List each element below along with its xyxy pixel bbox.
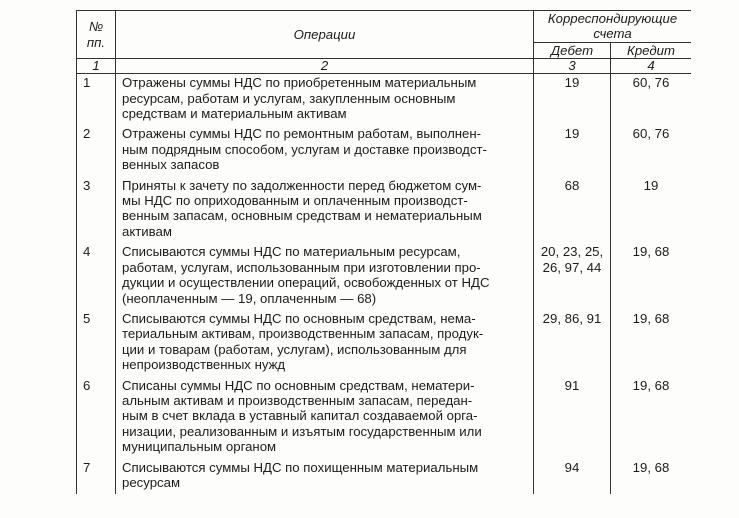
column-number: 1 xyxy=(77,59,116,74)
desc-line: низации, реализованным и изъятым государственным или xyxy=(122,423,482,439)
row-num: 1 xyxy=(77,74,116,126)
header-credit: Кредит xyxy=(611,42,692,58)
credit-cell: 19, 68 xyxy=(611,459,692,495)
debit-cell: 19 xyxy=(534,125,611,176)
desc-line: Отражены суммы НДС по приобретенным материальным xyxy=(122,75,477,91)
debit-cell: 91 xyxy=(534,377,611,459)
row-num: 3 xyxy=(77,177,116,244)
document-page xyxy=(76,10,691,518)
credit-cell: 19, 68 xyxy=(611,310,692,377)
table-row xyxy=(77,459,692,495)
debit-cell: 68 xyxy=(534,177,611,244)
operation-desc xyxy=(116,310,534,377)
table-row xyxy=(77,125,692,176)
table-row xyxy=(77,377,692,459)
desc-line: дукции и осуществлении операций, освобожденных от НДС xyxy=(122,275,490,291)
credit-cell: 19, 68 xyxy=(611,377,692,459)
debit-cell xyxy=(534,243,611,310)
desc-line: Приняты к зачету по задолженности перед бюджетом сум- xyxy=(122,177,482,193)
desc-line: ным подрядным способом, услугам и доставке производст- xyxy=(122,141,487,157)
debit-line: 20, 23, 25, xyxy=(540,244,604,260)
credit-cell: 19, 68 xyxy=(611,243,692,310)
desc-line: Списаны суммы НДС по основным средствам, нематери- xyxy=(122,377,475,393)
desc-line: венных запасов xyxy=(122,157,220,173)
row-num: 2 xyxy=(77,125,116,176)
row-num: 4 xyxy=(77,243,116,310)
desc-line: венным запасам, основным средствам и нематериальным xyxy=(122,208,482,224)
credit-cell: 60, 76 xyxy=(611,74,692,126)
table-row xyxy=(77,74,692,126)
desc-line: работам, услугам, использованным при изготовлении про- xyxy=(122,259,481,275)
desc-line: териальным активам, производственным запасам, продук- xyxy=(122,326,484,342)
row-num: 7 xyxy=(77,459,116,495)
desc-line: Списываются суммы НДС по материальным ресурсам, xyxy=(122,244,461,260)
desc-line: средствам и материальным активам xyxy=(122,106,347,122)
debit-cell: 94 xyxy=(534,459,611,495)
credit-cell: 19 xyxy=(611,177,692,244)
column-number: 4 xyxy=(611,59,692,74)
desc-line: ным в счет вклада в уставный капитал создаваемой орга- xyxy=(122,408,478,424)
debit-line: 26, 97, 44 xyxy=(542,259,602,275)
vat-accounts-table xyxy=(76,10,691,494)
desc-line: непроизводственных нужд xyxy=(122,357,286,373)
operation-desc xyxy=(116,243,534,310)
column-number: 3 xyxy=(534,59,611,74)
desc-line: (неоплаченным — 19, оплаченным — 68) xyxy=(122,290,377,306)
desc-line: ресурсам, работам и услугам, закупленным основным xyxy=(122,90,456,106)
credit-cell: 60, 76 xyxy=(611,125,692,176)
header-row-top xyxy=(77,11,692,43)
operation-desc xyxy=(116,377,534,459)
operation-desc xyxy=(116,459,534,495)
desc-line: муниципальным органом xyxy=(122,439,277,455)
column-number: 2 xyxy=(116,59,534,74)
debit-cell: 29, 86, 91 xyxy=(534,310,611,377)
table-row xyxy=(77,243,692,310)
desc-line: Отражены суммы НДС по ремонтным работам, выполнен- xyxy=(122,126,482,142)
desc-line: альным активам и производственным запасам, передан- xyxy=(122,392,473,408)
row-num: 5 xyxy=(77,310,116,377)
header-num: № пп. xyxy=(77,11,116,59)
desc-line: ресурсам xyxy=(122,474,181,490)
header-accounts: Корреспондирующие счета xyxy=(534,11,692,43)
header-operations: Операции xyxy=(116,11,534,59)
operation-desc xyxy=(116,74,534,126)
operation-desc xyxy=(116,177,534,244)
desc-line: Списываются суммы НДС по основным средствам, нема- xyxy=(122,310,476,326)
desc-line: активам xyxy=(122,223,172,239)
table-row xyxy=(77,177,692,244)
row-num: 6 xyxy=(77,377,116,459)
operation-desc xyxy=(116,125,534,176)
debit-cell: 19 xyxy=(534,74,611,126)
table-row xyxy=(77,310,692,377)
column-number-row xyxy=(77,59,692,74)
header-debit: Дебет xyxy=(534,42,611,58)
desc-line: мы НДС по оприходованным и оплаченным производст- xyxy=(122,193,468,209)
desc-line: Списываются суммы НДС по похищенным материальным xyxy=(122,459,479,475)
desc-line: ции и товарам (работам, услугам), использованным для xyxy=(122,341,467,357)
